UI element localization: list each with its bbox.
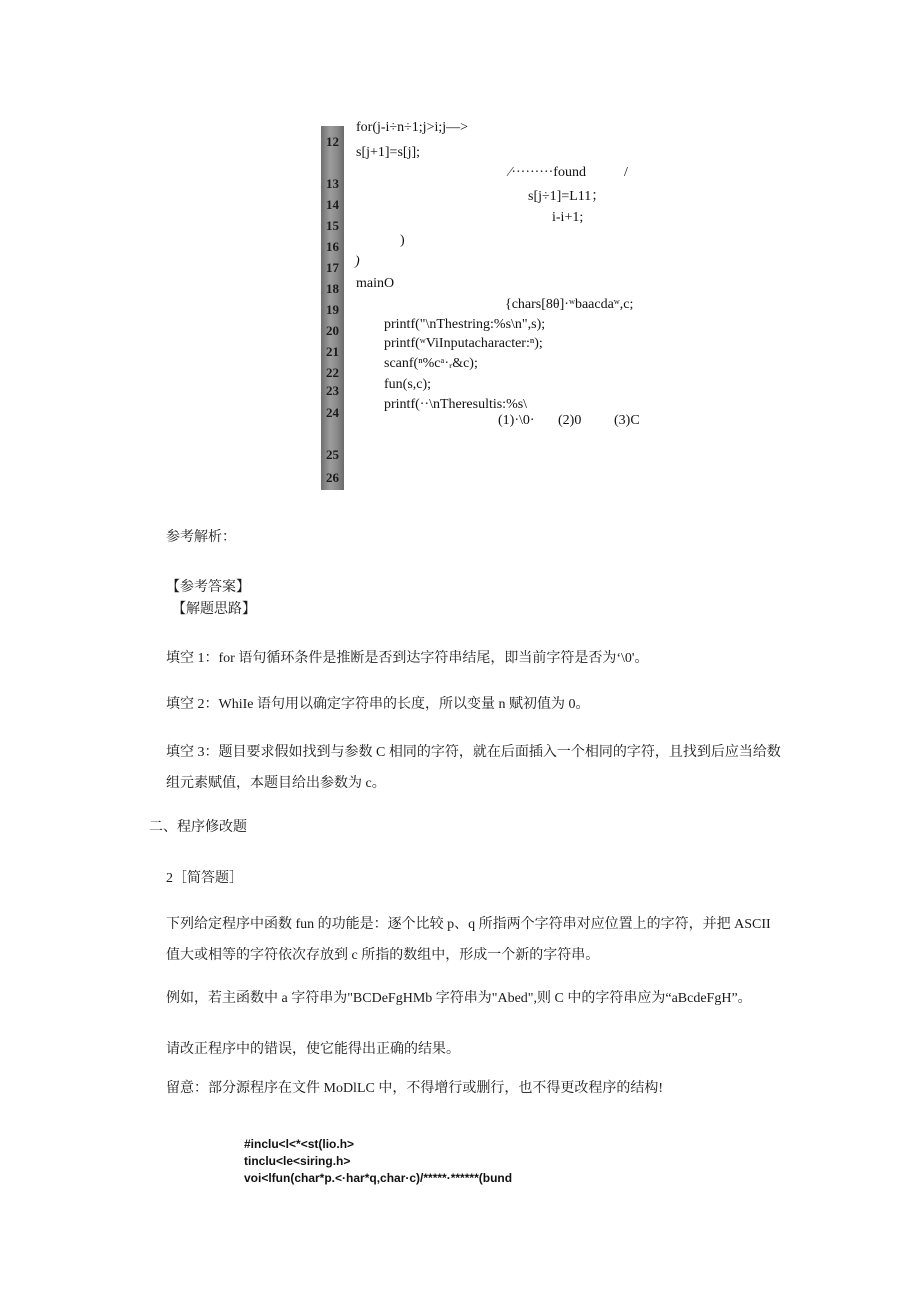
- code-line: ): [400, 233, 405, 248]
- blank-2-explanation: 填空 2：WhiIe 语句用以确定字符串的长度，所以变量 n 赋初值为 0。: [166, 697, 590, 712]
- line-number: 12: [326, 134, 339, 149]
- code-line: (2)0: [558, 413, 582, 428]
- line-number: 26: [326, 470, 339, 485]
- line-number: 15: [326, 218, 339, 233]
- example-text: 例如，若主函数中 a 字符串为"BCDeFgHMb 字符串为"Abed",则 C 中的字符串应为“aBcdeFgH”。: [166, 991, 752, 1006]
- code-line: printf(··\nTheresultis:%s\: [384, 397, 528, 412]
- line-number: 23: [326, 383, 339, 398]
- reference-answer-heading: 【参考答案】: [166, 580, 250, 595]
- line-number: 22: [326, 365, 339, 380]
- line-number: 14: [326, 197, 339, 212]
- line-number: 13: [326, 176, 339, 191]
- blank-1-explanation: 填空 1：for 语句循环条件是推断是否到达字符串结尾，即当前字符是否为‘\0'。: [166, 651, 649, 666]
- code-line: (3)C: [614, 413, 640, 428]
- section-heading: 二、程序修改题: [149, 820, 247, 835]
- line-number: 18: [326, 281, 339, 296]
- code-line: ): [355, 254, 360, 269]
- question-description: 下列给定程序中函数 fun 的功能是：逐个比较 p、q 所指两个字符串对应位置上的字符，并把 ASCII 值大或相等的字符依次存放到 c 所指的数组中，形成一个新的字符串。: [166, 917, 771, 963]
- code-line: s[j÷1]=L11；: [528, 189, 606, 204]
- code-line: (1)·\0·: [498, 413, 535, 428]
- code-line: ⁄·········found: [509, 165, 586, 180]
- line-number: 19: [326, 302, 339, 317]
- code-line: /: [624, 165, 628, 180]
- code-line: scanf(ⁿ%cᵃ·ᵣ&c);: [384, 356, 478, 371]
- code-line: tinclu<le<siring.h>: [244, 1154, 351, 1168]
- code-line: for(j-i÷n÷1;j>i;j—>: [356, 120, 469, 135]
- reference-analysis-heading: 参考解析：: [166, 530, 236, 545]
- code-line: #inclu<l<*<st(lio.h>: [244, 1137, 355, 1151]
- note-text: 留意：部分源程序在文件 MoDlLC 中，不得增行或删行，也不得更改程序的结构!: [166, 1081, 663, 1096]
- line-number: 17: [326, 260, 339, 275]
- code-line: printf("\nThestring:%s\n",s);: [384, 317, 546, 332]
- line-number-gutter: [321, 126, 344, 490]
- code-line: voi<lfun(char*p.<·har*q,char·c)/*****·******(bund: [244, 1171, 513, 1185]
- question-number: 2［简答题］: [166, 871, 243, 886]
- code-line: i-i+1;: [552, 210, 584, 225]
- code-line: fun(s,c);: [384, 377, 432, 392]
- instruction-text: 请改正程序中的错误，使它能得出正确的结果。: [166, 1042, 460, 1057]
- line-number: 20: [326, 323, 339, 338]
- code-line: printf(ʷViInputacharacter:ⁿ);: [384, 336, 543, 351]
- line-number: 24: [326, 405, 339, 420]
- solution-approach-heading: 【解题思路】: [172, 602, 256, 617]
- line-number: 21: [326, 344, 339, 359]
- code-line: s[j+1]=s[j];: [356, 145, 421, 160]
- line-number: 25: [326, 447, 339, 462]
- line-number: 16: [326, 239, 339, 254]
- code-line: {chars[8θ]·ʷbaacdaʷ,c;: [505, 297, 634, 312]
- code-line: mainO: [356, 276, 395, 291]
- blank-3-explanation: 填空 3：题目要求假如找到与参数 C 相同的字符，就在后面插入一个相同的字符，且找到后应当给数组元素赋值，本题目给出参数为 c。: [166, 745, 781, 791]
